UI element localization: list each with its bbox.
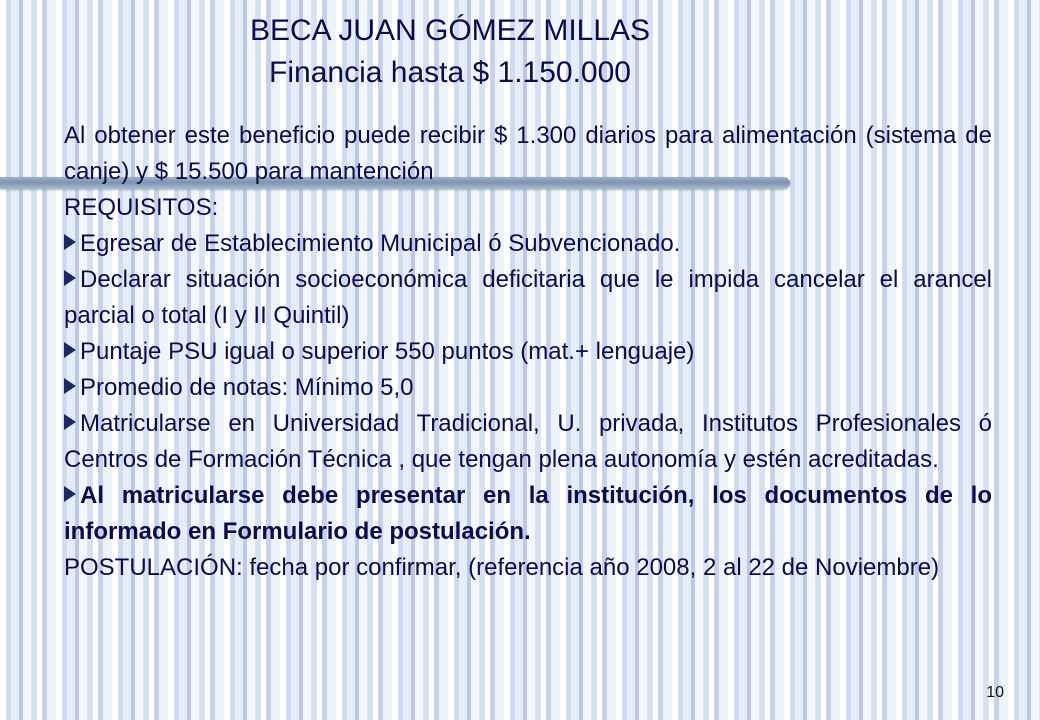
requirements-heading: REQUISITOS:	[64, 194, 219, 221]
requirement-text: Al matricularse debe presentar en la institución, los documentos de lo informado en Formulario de postulación.	[64, 482, 992, 545]
slide-subtitle: Financia hasta $ 1.150.000	[269, 56, 631, 89]
requirement-item-emphasized	[64, 478, 992, 550]
arrow-bullet-icon	[64, 342, 76, 358]
arrow-bullet-icon	[64, 486, 76, 502]
requirement-text: Promedio de notas: Mínimo 5,0	[80, 374, 414, 401]
requirement-item	[64, 406, 992, 478]
page-number: 10	[986, 684, 1004, 701]
requirement-item	[64, 370, 992, 406]
requirement-item	[64, 226, 992, 262]
intro-paragraph: Al obtener este beneficio puede recibir $ 1.300 diarios para alimentación (sistema de canje) y $ 15.500 para mantención	[64, 122, 992, 185]
requirement-text: Puntaje PSU igual o superior 550 puntos (mat.+ lenguaje)	[80, 338, 695, 365]
requirement-item	[64, 262, 992, 334]
postulation-paragraph: POSTULACIÓN: fecha por confirmar, (referencia año 2008, 2 al 22 de Noviembre)	[64, 554, 940, 581]
requirement-item	[64, 334, 992, 370]
requirement-text: Matricularse en Universidad Tradicional, U. privada, Institutos Profesionales ó Centros de Formación Técnica , que tengan plena autonomía y estén acreditadas.	[64, 410, 992, 473]
arrow-bullet-icon	[64, 378, 76, 394]
slide-body	[64, 118, 992, 586]
requirement-text: Egresar de Establecimiento Municipal ó Subvencionado.	[80, 230, 681, 257]
arrow-bullet-icon	[64, 270, 76, 286]
arrow-bullet-icon	[64, 234, 76, 250]
arrow-bullet-icon	[64, 414, 76, 430]
requirement-text: Declarar situación socioeconómica deficitaria que le impida cancelar el arancel parcial o total (I y II Quintil)	[64, 266, 992, 329]
slide-title: BECA JUAN GÓMEZ MILLAS	[249, 14, 651, 47]
